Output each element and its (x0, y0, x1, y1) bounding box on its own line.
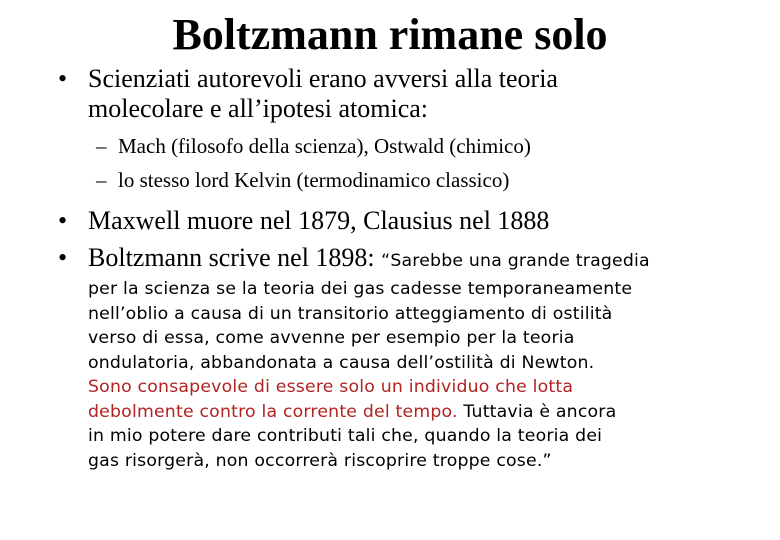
slide-title: Boltzmann rimane solo (172, 10, 608, 59)
bullet-text-line1: Scienziati autorevoli erano avversi alla teoria (88, 64, 558, 93)
quote-highlight-line: Sono consapevole di essere solo un individuo che lotta (88, 377, 574, 397)
bullet-text: Boltzmann scrive nel 1898: (88, 243, 382, 272)
bullet-marker: • (58, 64, 68, 93)
subitem-kelvin (96, 167, 509, 193)
bullet-text: Maxwell muore nel 1879, Clausius nel 1888 (88, 206, 550, 235)
quote-continuation: Tuttavia è ancora (457, 401, 617, 422)
quote-highlight-line: debolmente contro la corrente del tempo (88, 401, 453, 422)
subitem-mach (96, 133, 531, 159)
dash-marker: – (96, 168, 107, 192)
quote-highlight-period: . (452, 401, 458, 422)
quote-body (88, 277, 778, 473)
subitem-text: Mach (filosofo della scienza), Ostwald (chimico) (118, 134, 531, 158)
quote-line: in mio potere dare contributi tali che, quando la teoria dei (88, 426, 603, 446)
bullet-marker: • (58, 206, 68, 235)
quote-line: nell’oblio a causa di un transitorio atteggiamento di ostilità (88, 303, 613, 324)
subitem-text: lo stesso lord Kelvin (termodinamico classico) (118, 168, 510, 192)
bullet-boltzmann (58, 243, 768, 276)
quote-start: “Sarebbe una grande tragedia (381, 251, 650, 271)
bullet-text-line2: molecolare e all’ipotesi atomica: (88, 94, 429, 123)
quote-line: gas risorgerà, non occorrerà riscoprire troppe cose.” (88, 450, 552, 471)
quote-line: ondulatoria, abbandonata a causa dell’ostilità di Newton. (88, 352, 595, 373)
quote-mixed-line (88, 400, 778, 425)
bullet-marker: • (58, 243, 68, 272)
quote-line: verso di essa, come avvenne per esempio per la teoria (88, 328, 575, 348)
bullet-scientists (58, 64, 758, 124)
dash-marker: – (96, 134, 107, 158)
bullet-maxwell (58, 206, 758, 236)
quote-line: per la scienza se la teoria dei gas cadesse temporaneamente (88, 279, 633, 299)
